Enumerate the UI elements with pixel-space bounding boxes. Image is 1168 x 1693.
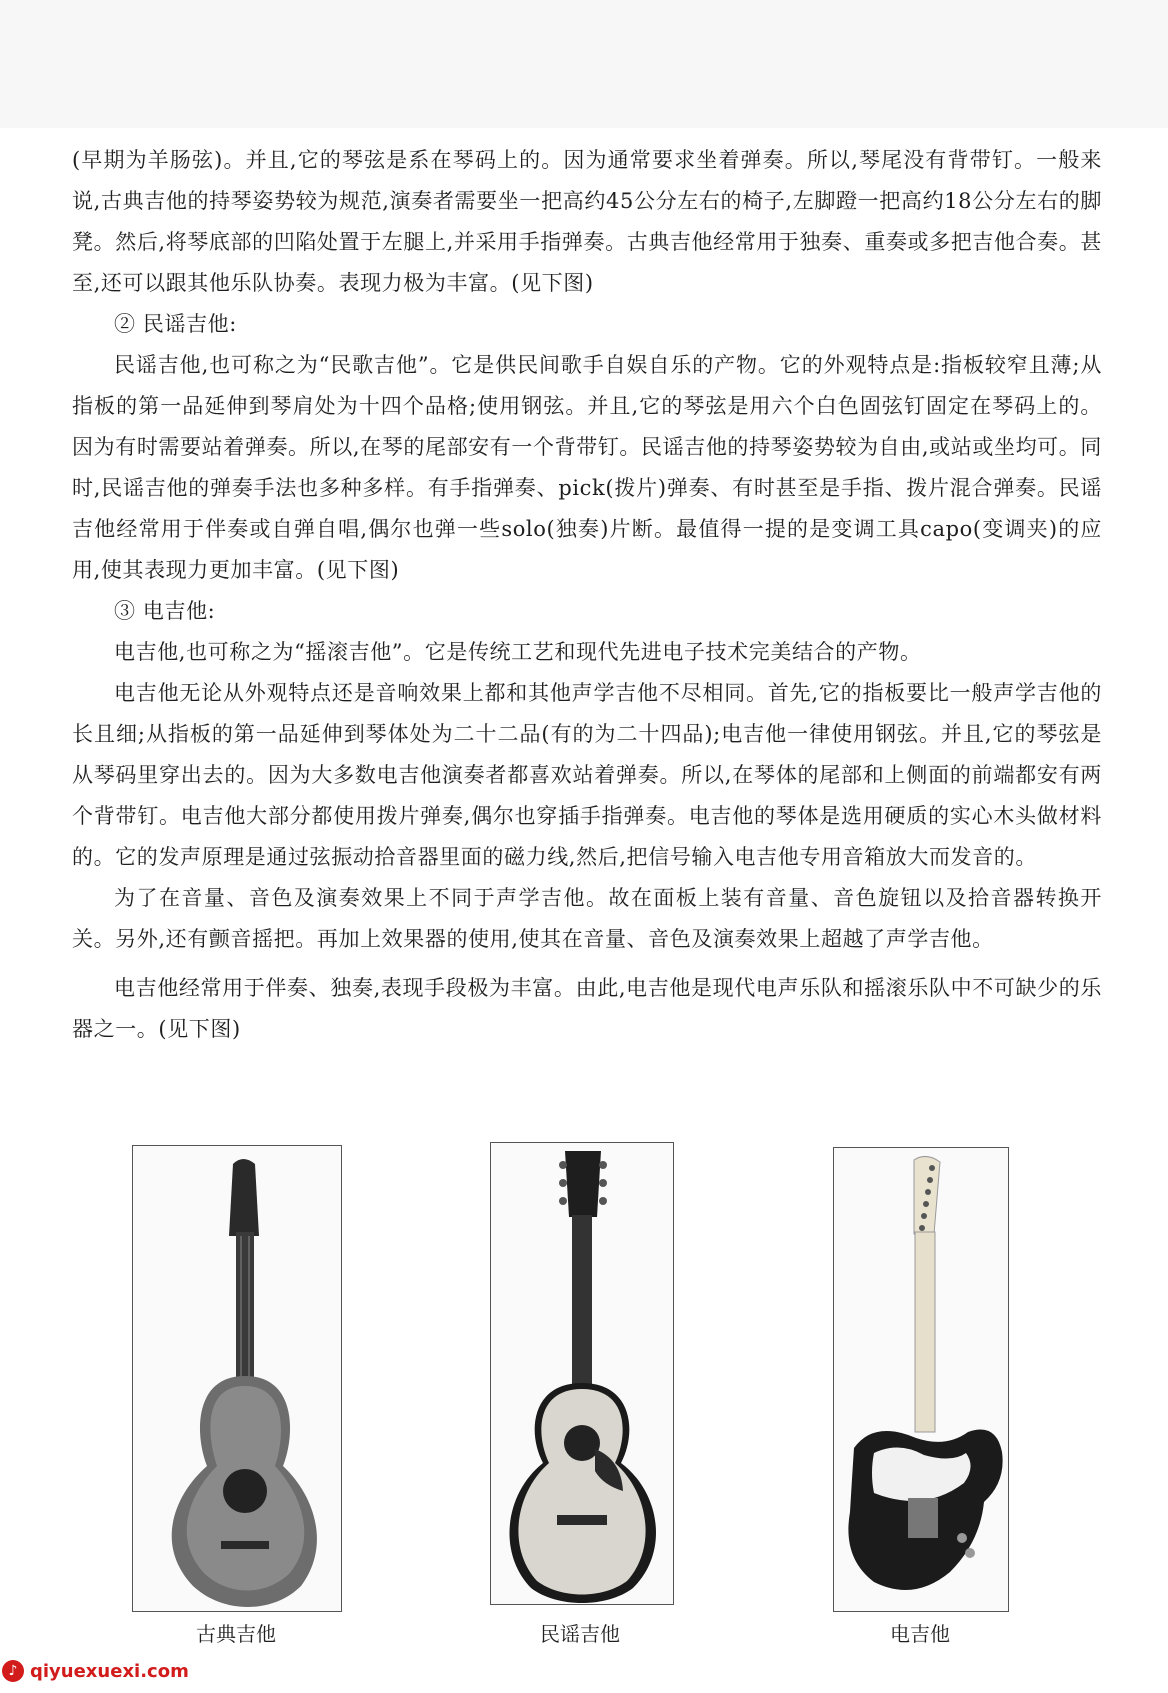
folk-guitar-photo <box>490 1142 674 1605</box>
site-watermark <box>0 1660 189 1682</box>
caption-electric-guitar: 电吉他 <box>890 1622 950 1646</box>
heading-electric-guitar: ③ 电吉他: <box>114 599 216 623</box>
watermark-text: qiyuexuexi.com <box>30 1660 189 1682</box>
paragraph-electric-features: 电吉他无论从外观特点还是音响效果上都和其他声学吉他不尽相同。首先,它的指板要比一般声学吉他的长且细;从指板的第一品延伸到琴体处为二十二品(有的为二十四品);电吉他一律使用钢弦。并且,它的琴弦是从琴码里穿出去的。因为大多数电吉他演奏者都喜欢站着弹奏。所以,在琴体的尾部和上侧面的前端都安有两个背带钉。电吉他大部分都使用拨片弹奏,偶尔也穿插手指弹奏。电吉他的琴体是选用硬质的实心木头做材料的。它的发声原理是通过弦振动拾音器里面的磁力线,然后,把信号输入电吉他专用音箱放大而发音的。 <box>72 681 1102 869</box>
paragraph-electric-usage: 电吉他经常用于伴奏、独奏,表现手段极为丰富。由此,电吉他是现代电声乐队和摇滚乐队中不可缺少的乐器之一。(见下图) <box>72 976 1102 1041</box>
classical-guitar-icon <box>133 1146 341 1611</box>
heading-folk-guitar: ② 民谣吉他: <box>114 312 237 336</box>
caption-classical-guitar: 古典吉他 <box>196 1622 276 1646</box>
watermark-logo-icon: ♪ <box>2 1660 24 1682</box>
folk-guitar-icon <box>491 1143 673 1604</box>
paragraph-electric-controls: 为了在音量、音色及演奏效果上不同于声学吉他。故在面板上装有音量、音色旋钮以及拾音器转换开关。另外,还有颤音摇把。再加上效果器的使用,使其在音量、音色及演奏效果上超越了声学吉他。 <box>72 886 1102 951</box>
electric-guitar-icon <box>834 1148 1008 1611</box>
page-top-band <box>0 0 1168 128</box>
caption-folk-guitar: 民谣吉他 <box>540 1622 620 1646</box>
electric-guitar-photo <box>833 1147 1009 1612</box>
body-text <box>72 140 1102 1050</box>
classical-guitar-photo <box>132 1145 342 1612</box>
paragraph-electric-intro: 电吉他,也可称之为“摇滚吉他”。它是传统工艺和现代先进电子技术完美结合的产物。 <box>114 640 922 664</box>
paragraph-classical-guitar: (早期为羊肠弦)。并且,它的琴弦是系在琴码上的。因为通常要求坐着弹奏。所以,琴尾没有背带钉。一般来说,古典吉他的持琴姿势较为规范,演奏者需要坐一把高约45公分左右的椅子,左脚蹬一把高约18公分左右的脚凳。然后,将琴底部的凹陷处置于左腿上,并采用手指弹奏。古典吉他经常用于独奏、重奏或多把吉他合奏。甚至,还可以跟其他乐队协奏。表现力极为丰富。(见下图) <box>72 148 1102 295</box>
paragraph-folk-guitar: 民谣吉他,也可称之为“民歌吉他”。它是供民间歌手自娱自乐的产物。它的外观特点是:指板较窄且薄;从指板的第一品延伸到琴肩处为十四个品格;使用钢弦。并且,它的琴弦是用六个白色固弦钉固定在琴码上的。因为有时需要站着弹奏。所以,在琴的尾部安有一个背带钉。民谣吉他的持琴姿势较为自由,或站或坐均可。同时,民谣吉他的弹奏手法也多种多样。有手指弹奏、pick(拨片)弹奏、有时甚至是手指、拨片混合弹奏。民谣吉他经常用于伴奏或自弹自唱,偶尔也弹一些solo(独奏)片断。最值得一提的是变调工具capo(变调夹)的应用,使其表现力更加丰富。(见下图) <box>72 353 1102 582</box>
